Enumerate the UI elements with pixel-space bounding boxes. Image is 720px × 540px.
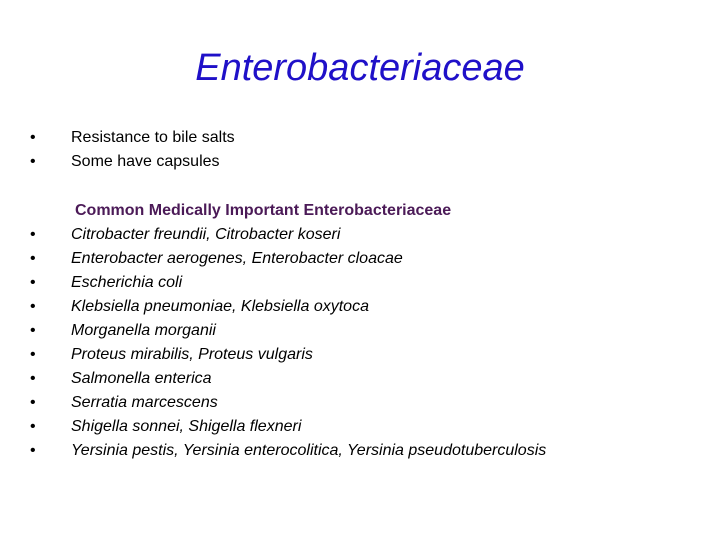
bullet-icon: • bbox=[30, 418, 36, 435]
intro-bullet-list bbox=[30, 126, 235, 174]
bullet-icon: • bbox=[30, 322, 36, 339]
organism-name: Salmonella enterica bbox=[71, 370, 212, 387]
list-item bbox=[30, 295, 546, 319]
organism-name: Citrobacter freundii, Citrobacter koseri bbox=[71, 226, 341, 243]
organism-name: Enterobacter aerogenes, Enterobacter cloacae bbox=[71, 250, 403, 267]
bullet-icon: • bbox=[30, 226, 36, 243]
organism-name: Klebsiella pneumoniae, Klebsiella oxytoca bbox=[71, 298, 369, 315]
slide-title: Enterobacteriaceae bbox=[195, 47, 525, 89]
list-item bbox=[30, 223, 546, 247]
bullet-icon: • bbox=[30, 129, 36, 146]
bullet-icon: • bbox=[30, 274, 36, 291]
list-item bbox=[30, 343, 546, 367]
bullet-icon: • bbox=[30, 153, 36, 170]
list-item bbox=[30, 150, 235, 174]
bullet-icon: • bbox=[30, 250, 36, 267]
organism-name: Escherichia coli bbox=[71, 274, 183, 291]
organism-name: Proteus mirabilis, Proteus vulgaris bbox=[71, 346, 313, 363]
organism-name: Serratia marcescens bbox=[71, 394, 218, 411]
bullet-icon: • bbox=[30, 370, 36, 387]
organisms-subheading: Common Medically Important Enterobacteriaceae bbox=[75, 202, 452, 219]
organism-name: Morganella morganii bbox=[71, 322, 216, 339]
list-item bbox=[30, 415, 546, 439]
bullet-icon: • bbox=[30, 298, 36, 315]
organism-name: Shigella sonnei, Shigella flexneri bbox=[71, 418, 302, 435]
bullet-icon: • bbox=[30, 442, 36, 459]
bullet-icon: • bbox=[30, 394, 36, 411]
bullet-text: Resistance to bile salts bbox=[71, 129, 235, 146]
bullet-icon: • bbox=[30, 346, 36, 363]
list-item bbox=[30, 271, 546, 295]
bullet-text: Some have capsules bbox=[71, 153, 220, 170]
organism-name: Yersinia pestis, Yersinia enterocolitica, Yersinia pseudotuberculosis bbox=[71, 442, 547, 459]
list-item bbox=[30, 319, 546, 343]
list-item bbox=[30, 439, 546, 463]
list-item bbox=[30, 391, 546, 415]
list-item bbox=[30, 247, 546, 271]
list-item bbox=[30, 367, 546, 391]
list-item bbox=[30, 126, 235, 150]
organism-list bbox=[30, 223, 546, 463]
